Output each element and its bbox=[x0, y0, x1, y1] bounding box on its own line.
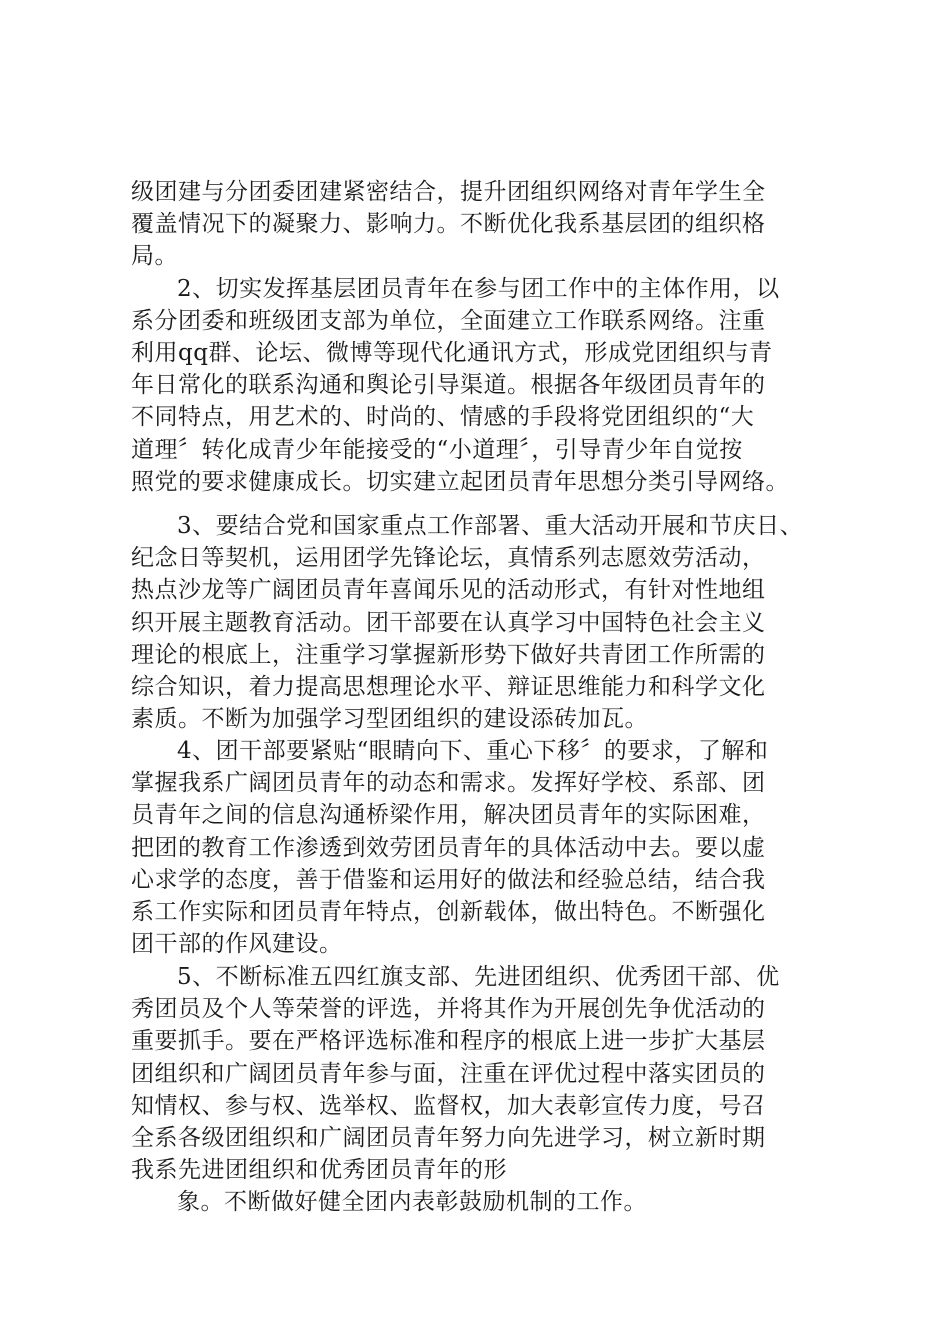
text-line: 员青年之间的信息沟通桥梁作用，解决团员青年的实际困难， bbox=[131, 802, 766, 829]
text-line: 3、要结合党和国家重点工作部署、重大活动开展和节庆日、 bbox=[177, 513, 804, 539]
text-line: 级团建与分团委团建紧密结合，提升团组织网络对青年学生全 bbox=[131, 179, 766, 205]
text-line: 重要抓手。要在严格评选标准和程序的根底上进一步扩大基层 bbox=[131, 1028, 766, 1055]
text-line: 全系各级团组织和广阔团员青年努力向先进学习，树立新时期 bbox=[131, 1124, 766, 1151]
text-line: 理论的根底上，注重学习掌握新形势下做好共青团工作所需的 bbox=[131, 641, 766, 668]
text-line: 综合知识，着力提高思想理论水平、辩证思维能力和科学文化 bbox=[131, 673, 766, 700]
text-line: 不同特点，用艺术的、时尚的、情感的手段将党团组织的“大 bbox=[131, 404, 755, 431]
text-line: 局。 bbox=[131, 243, 178, 270]
text-line: 纪念日等契机，运用团学先锋论坛，真情系列志愿效劳活动， bbox=[131, 545, 766, 572]
text-line: 心求学的态度，善于借鉴和运用好的做法和经验总结，结合我 bbox=[131, 866, 766, 893]
text-line: 4、团干部要紧贴“眼睛向下、重心下移〞的要求，了解和 bbox=[177, 738, 769, 764]
text-line: 利用qq群、论坛、微博等现代化通讯方式，形成党团组织与青 bbox=[131, 339, 773, 366]
text-line: 织开展主题教育活动。团干部要在认真学习中国特色社会主义 bbox=[131, 609, 766, 636]
text-line: 道理〞转化成青少年能接受的“小道理〞，引导青少年自觉按 bbox=[131, 436, 743, 463]
text-line: 掌握我系广阔团员青年的动态和需求。发挥好学校、系部、团 bbox=[131, 770, 766, 797]
text-line: 秀团员及个人等荣誉的评选，并将其作为开展创先争优活动的 bbox=[131, 996, 766, 1023]
text-line: 我系先进团组织和优秀团员青年的形 bbox=[131, 1157, 507, 1184]
text-line: 5、不断标准五四红旗支部、先进团组织、优秀团干部、优 bbox=[177, 964, 780, 990]
text-line: 热点沙龙等广阔团员青年喜闻乐见的活动形式，有针对性地组 bbox=[131, 577, 766, 604]
text-line: 系工作实际和团员青年特点，创新载体，做出特色。不断强化 bbox=[131, 898, 766, 925]
text-line: 知情权、参与权、选举权、监督权，加大表彰宣传力度，号召 bbox=[131, 1092, 766, 1119]
text-line: 照党的要求健康成长。切实建立起团员青年思想分类引导网络。 bbox=[131, 468, 789, 495]
paragraph-continuation bbox=[131, 176, 831, 273]
text-line: 覆盖情况下的凝聚力、影响力。不断优化我系基层团的组织格 bbox=[131, 211, 766, 238]
text-line: 象。不断做好健全团内表彰鼓励机制的工作。 bbox=[177, 1189, 647, 1215]
text-line: 团干部的作风建设。 bbox=[131, 931, 343, 958]
paragraph-2 bbox=[131, 273, 831, 498]
paragraph-5 bbox=[131, 961, 831, 1186]
paragraph-4 bbox=[131, 735, 831, 960]
text-line: 素质。不断为加强学习型团组织的建设添砖加瓦。 bbox=[131, 706, 648, 733]
paragraph-3 bbox=[131, 510, 831, 735]
text-line: 年日常化的联系沟通和舆论引导渠道。根据各年级团员青年的 bbox=[131, 372, 766, 399]
text-line: 2、切实发挥基层团员青年在参与团工作中的主体作用，以 bbox=[177, 275, 780, 302]
text-line: 系分团委和班级团支部为单位，全面建立工作联系网络。注重 bbox=[131, 307, 766, 334]
text-line: 团组织和广阔团员青年参与面，注重在评优过程中落实团员的 bbox=[131, 1060, 766, 1087]
text-line: 把团的教育工作渗透到效劳团员青年的具体活动中去。要以虚 bbox=[131, 834, 766, 861]
paragraph-6 bbox=[131, 1186, 831, 1218]
